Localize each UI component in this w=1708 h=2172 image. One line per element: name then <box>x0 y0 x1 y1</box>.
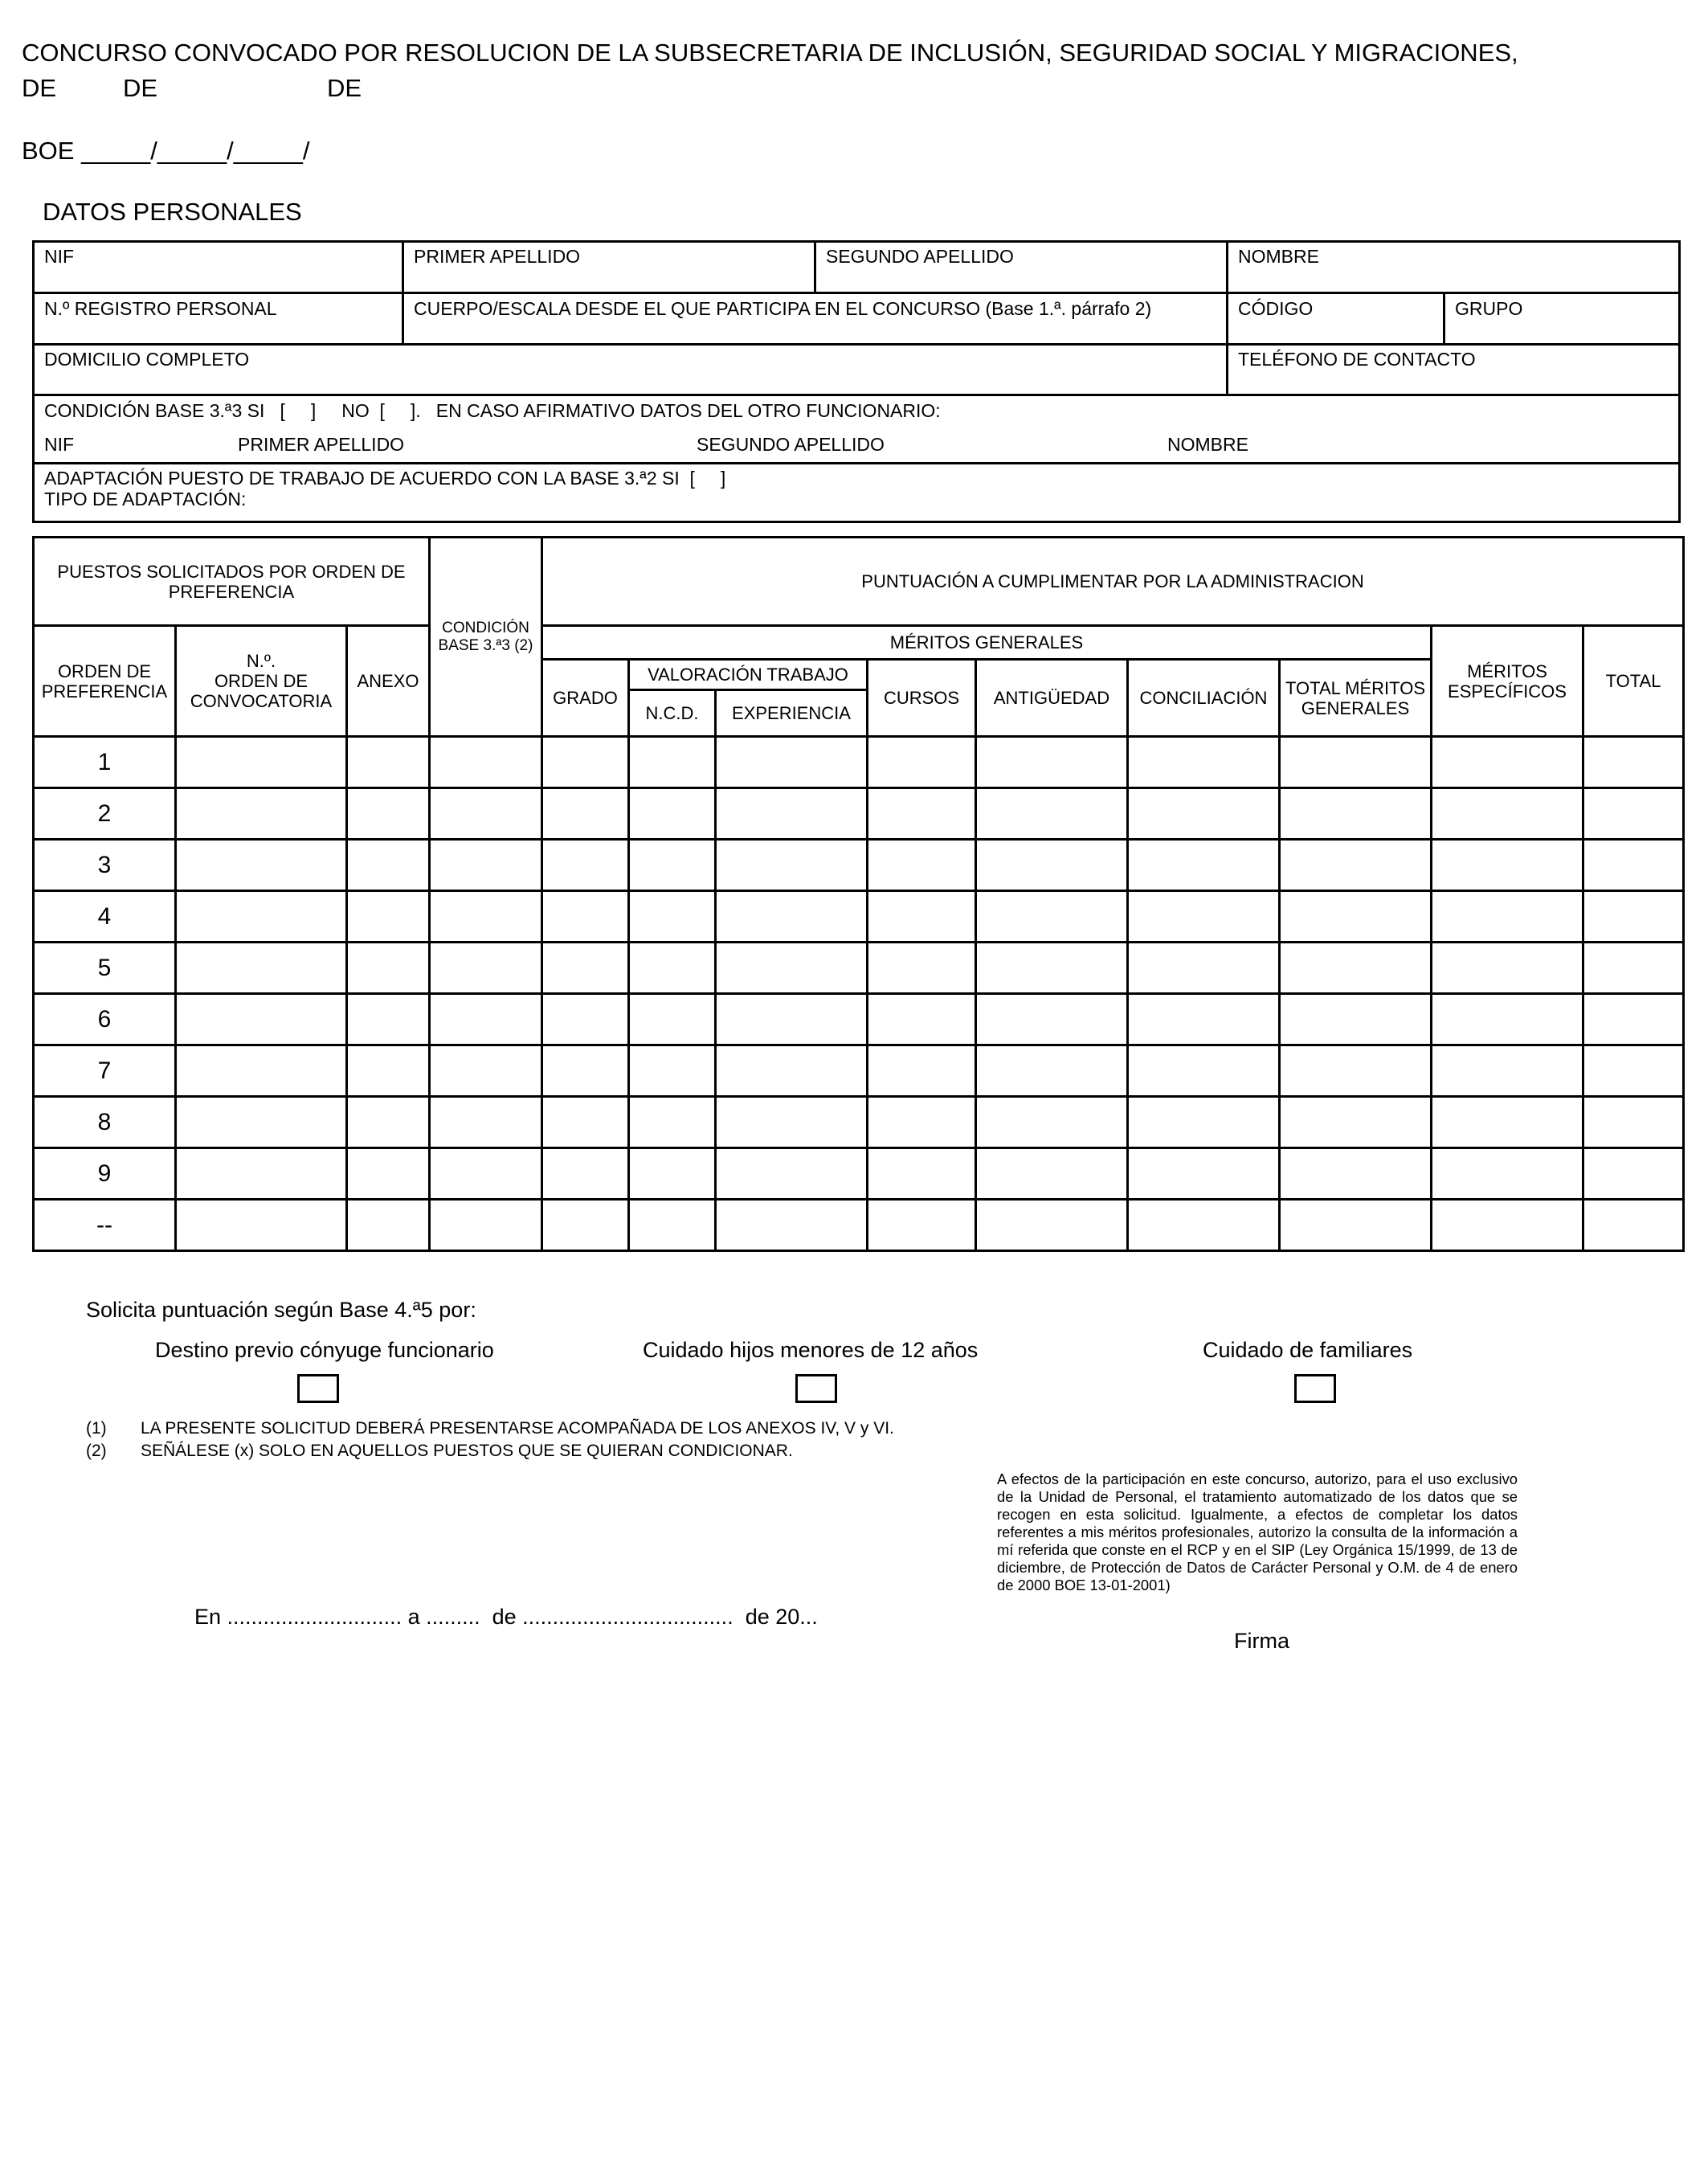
table-cell[interactable] <box>868 1148 976 1200</box>
table-cell[interactable] <box>868 1097 976 1148</box>
table-cell[interactable] <box>347 840 430 891</box>
table-cell[interactable] <box>1280 891 1432 943</box>
table-cell[interactable] <box>629 1045 716 1097</box>
table-cell[interactable] <box>1583 891 1684 943</box>
convocatoria-title-line2 <box>22 71 1518 106</box>
table-cell[interactable] <box>1432 1148 1583 1200</box>
ncd-header: N.C.D. <box>629 690 716 737</box>
orden-number: -- <box>34 1200 176 1251</box>
otro-segundo-apellido-label[interactable]: SEGUNDO APELLIDO <box>697 434 885 455</box>
table-cell[interactable] <box>976 1045 1128 1097</box>
valoracion-trabajo-header: VALORACIÓN TRABAJO <box>629 660 868 690</box>
table-cell[interactable] <box>976 840 1128 891</box>
table-cell[interactable] <box>347 1200 430 1251</box>
table-cell[interactable] <box>716 840 868 891</box>
table-cell[interactable] <box>1128 840 1280 891</box>
table-cell[interactable] <box>976 788 1128 840</box>
table-cell[interactable] <box>1128 737 1280 788</box>
table-cell[interactable] <box>430 788 542 840</box>
table-row <box>34 1045 1684 1097</box>
conciliacion-header: CONCILIACIÓN <box>1128 660 1280 737</box>
table-cell[interactable] <box>1280 788 1432 840</box>
table-cell[interactable] <box>976 943 1128 994</box>
numero-orden-header <box>176 626 347 737</box>
orden-number: 9 <box>34 1148 176 1200</box>
table-cell[interactable] <box>629 1148 716 1200</box>
field-grupo[interactable]: GRUPO <box>1455 298 1523 319</box>
table-cell[interactable] <box>542 737 629 788</box>
table-cell[interactable] <box>1128 788 1280 840</box>
checkbox-destino-conyuge[interactable] <box>297 1374 339 1403</box>
condicion-base-header: CONDICIÓN BASE 3.ª3 (2) <box>430 538 542 737</box>
table-cell[interactable] <box>1280 943 1432 994</box>
field-telefono[interactable]: TELÉFONO DE CONTACTO <box>1238 349 1476 370</box>
table-cell[interactable] <box>542 943 629 994</box>
orden-number: 4 <box>34 891 176 943</box>
note-1-text: LA PRESENTE SOLICITUD DEBERÁ PRESENTARSE ACOMPAÑADA DE LOS ANEXOS IV, V y VI. <box>141 1419 894 1438</box>
table-cell[interactable] <box>976 1148 1128 1200</box>
field-cuerpo-escala[interactable]: CUERPO/ESCALA DESDE EL QUE PARTICIPA EN EL CONCURSO (Base 1.ª. párrafo 2) <box>414 298 1152 319</box>
table-cell[interactable] <box>1432 1097 1583 1148</box>
meritos-generales-header: MÉRITOS GENERALES <box>542 626 1432 660</box>
field-nif[interactable]: NIF <box>44 246 75 267</box>
table-cell[interactable] <box>1432 840 1583 891</box>
adaptacion-puesto-row[interactable]: ADAPTACIÓN PUESTO DE TRABAJO DE ACUERDO CON LA BASE 3.ª2 SI [ ] <box>44 468 726 489</box>
table-cell[interactable] <box>716 1097 868 1148</box>
table-cell[interactable] <box>430 1045 542 1097</box>
antiguedad-header: ANTIGÜEDAD <box>976 660 1128 737</box>
otro-nombre-label[interactable]: NOMBRE <box>1167 434 1248 455</box>
checkbox-cuidado-hijos[interactable] <box>795 1374 837 1403</box>
table-cell[interactable] <box>716 1200 868 1251</box>
table-cell[interactable] <box>868 1045 976 1097</box>
table-cell[interactable] <box>868 994 976 1045</box>
table-cell[interactable] <box>1128 1148 1280 1200</box>
convocatoria-title-line1: CONCURSO CONVOCADO POR RESOLUCION DE LA SUBSECRETARIA DE INCLUSIÓN, SEGURIDAD SOCIAL Y MIGRACIONES, <box>22 39 1518 67</box>
table-cell[interactable] <box>1583 1045 1684 1097</box>
orden-number: 2 <box>34 788 176 840</box>
option-label-cuidado-familiares: Cuidado de familiares <box>1203 1338 1413 1362</box>
table-cell[interactable] <box>1128 994 1280 1045</box>
puntuacion-intro: Solicita puntuación según Base 4.ª5 por: <box>86 1298 476 1322</box>
table-cell[interactable] <box>716 737 868 788</box>
table-cell[interactable] <box>716 1045 868 1097</box>
orden-number: 8 <box>34 1097 176 1148</box>
table-cell[interactable] <box>1583 943 1684 994</box>
table-cell[interactable] <box>430 840 542 891</box>
orden-number: 6 <box>34 994 176 1045</box>
total-meritos-generales-header: TOTAL MÉRITOS GENERALES <box>1280 660 1432 737</box>
table-cell[interactable] <box>629 1097 716 1148</box>
table-cell[interactable] <box>1128 1045 1280 1097</box>
table-cell[interactable] <box>629 943 716 994</box>
table-cell[interactable] <box>1583 840 1684 891</box>
table-cell[interactable] <box>430 943 542 994</box>
table-row <box>34 943 1684 994</box>
note-2-number: (2) <box>86 1442 107 1460</box>
puntuacion-header: PUNTUACIÓN A CUMPLIMENTAR POR LA ADMINISTRACION <box>542 538 1684 626</box>
datos-personales-title: DATOS PERSONALES <box>43 198 302 226</box>
table-cell[interactable] <box>542 891 629 943</box>
field-domicilio[interactable]: DOMICILIO COMPLETO <box>44 349 250 370</box>
field-registro-personal[interactable]: N.º REGISTRO PERSONAL <box>44 298 277 319</box>
firma-label: Firma <box>1234 1629 1289 1653</box>
otro-nif-label[interactable]: NIF <box>44 434 75 455</box>
table-cell[interactable] <box>629 788 716 840</box>
table-row <box>34 1097 1684 1148</box>
otro-primer-apellido-label[interactable]: PRIMER APELLIDO <box>238 434 405 455</box>
convocatoria-title <box>22 35 1518 106</box>
field-primer-apellido[interactable]: PRIMER APELLIDO <box>414 246 581 267</box>
table-cell[interactable] <box>716 994 868 1045</box>
table-cell[interactable] <box>430 1148 542 1200</box>
table-cell[interactable] <box>629 1200 716 1251</box>
field-codigo[interactable]: CÓDIGO <box>1238 298 1314 319</box>
table-cell[interactable] <box>542 1097 629 1148</box>
numero-orden-line1: N.º. <box>246 651 276 671</box>
table-cell[interactable] <box>347 1097 430 1148</box>
table-cell[interactable] <box>347 943 430 994</box>
table-cell[interactable] <box>976 1200 1128 1251</box>
table-row <box>34 788 1684 840</box>
table-cell[interactable] <box>430 994 542 1045</box>
table-cell[interactable] <box>542 1148 629 1200</box>
table-cell[interactable] <box>1583 737 1684 788</box>
table-cell[interactable] <box>976 1097 1128 1148</box>
condicion-base-row[interactable]: CONDICIÓN BASE 3.ª3 SI [ ] NO [ ]. EN CASO AFIRMATIVO DATOS DEL OTRO FUNCIONARIO: <box>44 400 941 421</box>
personal-data-box <box>32 240 1681 523</box>
table-cell[interactable] <box>1432 1200 1583 1251</box>
table-cell[interactable] <box>1280 1200 1432 1251</box>
table-cell[interactable] <box>1583 788 1684 840</box>
table-row <box>34 840 1684 891</box>
table-cell[interactable] <box>976 737 1128 788</box>
table-cell[interactable] <box>868 840 976 891</box>
table-cell[interactable] <box>1432 1045 1583 1097</box>
table-cell[interactable] <box>868 737 976 788</box>
table-cell[interactable] <box>176 1097 347 1148</box>
table-row <box>34 737 1684 788</box>
table-cell[interactable] <box>176 737 347 788</box>
table-cell[interactable] <box>1432 788 1583 840</box>
tipo-adaptacion-field[interactable]: TIPO DE ADAPTACIÓN: <box>44 489 247 509</box>
table-cell[interactable] <box>542 1200 629 1251</box>
table-cell[interactable] <box>716 788 868 840</box>
table-cell[interactable] <box>347 1045 430 1097</box>
field-segundo-apellido[interactable]: SEGUNDO APELLIDO <box>826 246 1014 267</box>
table-cell[interactable] <box>347 737 430 788</box>
orden-number: 1 <box>34 737 176 788</box>
table-cell[interactable] <box>716 943 868 994</box>
table-cell[interactable] <box>176 1148 347 1200</box>
table-cell[interactable] <box>542 788 629 840</box>
table-cell[interactable] <box>1280 1045 1432 1097</box>
meritos-especificos-header: MÉRITOS ESPECÍFICOS <box>1432 626 1583 737</box>
puestos-table <box>32 536 1685 1252</box>
table-cell[interactable] <box>542 994 629 1045</box>
table-cell[interactable] <box>868 943 976 994</box>
table-cell[interactable] <box>716 891 868 943</box>
de-label-3: DE <box>327 74 362 102</box>
orden-number: 3 <box>34 840 176 891</box>
table-cell[interactable] <box>1280 1148 1432 1200</box>
table-cell[interactable] <box>1128 1200 1280 1251</box>
table-cell[interactable] <box>976 891 1128 943</box>
table-cell[interactable] <box>1583 1097 1684 1148</box>
table-cell[interactable] <box>176 788 347 840</box>
grado-header: GRADO <box>542 660 629 737</box>
table-cell[interactable] <box>1583 994 1684 1045</box>
table-cell[interactable] <box>1128 891 1280 943</box>
table-cell[interactable] <box>1280 737 1432 788</box>
table-cell[interactable] <box>629 840 716 891</box>
table-cell[interactable] <box>1583 1148 1684 1200</box>
table-cell[interactable] <box>176 1045 347 1097</box>
numero-orden-line2: ORDEN DE CONVOCATORIA <box>190 671 333 711</box>
total-header: TOTAL <box>1583 626 1684 737</box>
table-cell[interactable] <box>1128 1097 1280 1148</box>
field-nombre[interactable]: NOMBRE <box>1238 246 1319 267</box>
table-row <box>34 891 1684 943</box>
table-cell[interactable] <box>1583 1200 1684 1251</box>
table-cell[interactable] <box>716 1148 868 1200</box>
table-row <box>34 1148 1684 1200</box>
table-cell[interactable] <box>430 891 542 943</box>
table-row <box>34 994 1684 1045</box>
note-1-number: (1) <box>86 1419 107 1438</box>
table-cell[interactable] <box>347 994 430 1045</box>
table-cell[interactable] <box>430 1200 542 1251</box>
table-cell[interactable] <box>176 891 347 943</box>
orden-number: 5 <box>34 943 176 994</box>
de-label-1: DE <box>22 74 57 102</box>
table-cell[interactable] <box>1432 737 1583 788</box>
table-cell[interactable] <box>629 994 716 1045</box>
de-label-2: DE <box>123 74 158 102</box>
table-cell[interactable] <box>1280 840 1432 891</box>
table-row <box>34 1200 1684 1251</box>
option-label-destino-conyuge: Destino previo cónyuge funcionario <box>155 1338 494 1362</box>
puestos-solicitados-header: PUESTOS SOLICITADOS POR ORDEN DE PREFERENCIA <box>34 538 430 626</box>
table-cell[interactable] <box>430 737 542 788</box>
table-cell[interactable] <box>868 1200 976 1251</box>
table-cell[interactable] <box>176 840 347 891</box>
table-cell[interactable] <box>347 788 430 840</box>
data-consent-text: A efectos de la participación en este concurso, autorizo, para el uso exclusivo de la Unidad de Personal, el tratamiento automatizado de los datos que se recogen en esta solicitud. Igualmente, a efectos de completar los datos referentes a mis méritos profesionales, autorizo la consulta de la información a mí referida que conste en el RCP y en el SIP (Ley Orgánica 15/1999, de 13 de diciembre, de Protección de Datos de Carácter Personal y O.M. de 4 de enero de 2000 BOE 13-01-2001) <box>997 1470 1518 1593</box>
anexo-header: ANEXO <box>347 626 430 737</box>
table-cell[interactable] <box>176 994 347 1045</box>
orden-preferencia-header: ORDEN DE PREFERENCIA <box>34 626 176 737</box>
checkbox-cuidado-familiares[interactable] <box>1294 1374 1336 1403</box>
table-cell[interactable] <box>347 891 430 943</box>
table-cell[interactable] <box>347 1148 430 1200</box>
table-cell[interactable] <box>176 1200 347 1251</box>
table-cell[interactable] <box>1432 994 1583 1045</box>
table-cell[interactable] <box>1280 1097 1432 1148</box>
orden-number: 7 <box>34 1045 176 1097</box>
table-cell[interactable] <box>1280 994 1432 1045</box>
table-cell[interactable] <box>976 994 1128 1045</box>
table-cell[interactable] <box>430 1097 542 1148</box>
table-cell[interactable] <box>1432 891 1583 943</box>
experiencia-header: EXPERIENCIA <box>716 690 868 737</box>
table-cell[interactable] <box>1432 943 1583 994</box>
boe-line: BOE _____/_____/_____/ <box>22 137 310 165</box>
table-cell[interactable] <box>542 840 629 891</box>
place-date-line[interactable]: En ............................. a ......... de ................................... de 20... <box>194 1605 818 1629</box>
note-2-text: SEÑÁLESE (x) SOLO EN AQUELLOS PUESTOS QUE SE QUIERAN CONDICIONAR. <box>141 1442 793 1460</box>
table-cell[interactable] <box>1128 943 1280 994</box>
table-cell[interactable] <box>868 788 976 840</box>
table-cell[interactable] <box>542 1045 629 1097</box>
table-cell[interactable] <box>176 943 347 994</box>
option-label-cuidado-hijos: Cuidado hijos menores de 12 años <box>643 1338 979 1362</box>
table-cell[interactable] <box>868 891 976 943</box>
cursos-header: CURSOS <box>868 660 976 737</box>
table-cell[interactable] <box>629 891 716 943</box>
puestos-rows <box>34 737 1684 1251</box>
table-cell[interactable] <box>629 737 716 788</box>
